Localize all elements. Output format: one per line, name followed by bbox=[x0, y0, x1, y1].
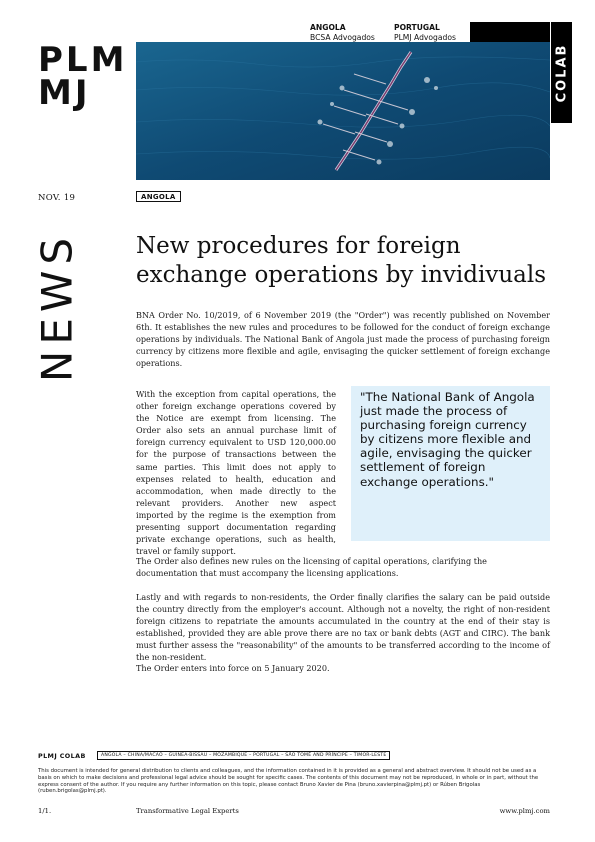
footer-website-link[interactable]: www.plmj.com bbox=[499, 807, 550, 815]
office-firm: BCSA Advogados bbox=[310, 32, 375, 42]
entry-into-force-paragraph: The Order enters into force on 5 January 2020. bbox=[136, 663, 330, 673]
issue-date: NOV. 19 bbox=[38, 193, 76, 203]
footer-tagline: Transformative Legal Experts bbox=[136, 807, 239, 815]
footer-disclaimer: This document is intended for general distribution to clients and colleagues, and the information contained in it is provided as a general and abstract overview. It should not be used as a basis on which to make decisions and professional legal advice should be sought for specific cases. The contents of this document may not be reproduced, in whole or in part, without the express consent of the author. If you require any further information on this topic, please contact Bruno Xavier de Pina (bruno.xavierpina@plmj.pt) or Rúben Brigolas (ruben.brigolas@plmj.pt). bbox=[38, 768, 539, 795]
page-number: 1/1. bbox=[38, 807, 52, 815]
colab-tab bbox=[551, 22, 572, 123]
capital-operations-paragraph: The Order also defines new rules on the licensing of capital operations, clarifying the documentation that must accompany the licensing applications. bbox=[136, 556, 487, 579]
logo-line-2: MJ bbox=[38, 73, 91, 113]
licensing-paragraph: With the exception from capital operations, the other foreign exchange operations covered by the Notice are exempt from licensing. The Order also sets an annual purchase limit of foreign currency equivalent to USD 120,000.00 for the purpose of transactions between the same parties. This limit does not apply to expenses related to health, education and accommodation, when made directly to the relevant providers. Another new aspect imported by the regime is the exemption from presenting support documentation regarding private exchange operations, such as health, travel or family support. bbox=[136, 389, 336, 557]
office-portugal bbox=[394, 23, 456, 42]
article-title: New procedures for foreign exchange operations by invidivuals bbox=[136, 233, 547, 288]
country-tag: ANGOLA bbox=[136, 191, 181, 202]
office-firm: PLMJ Advogados bbox=[394, 32, 456, 42]
office-country: ANGOLA bbox=[310, 23, 346, 32]
logo-line-1: PLM bbox=[38, 40, 128, 80]
plmj-logo bbox=[38, 40, 128, 113]
non-residents-paragraph: Lastly and with regards to non-residents, the Order finally clarifies the salary can be paid outside the country directly from the employer's account. Although not a novelty, the right of non-resident foreign citizens to repatriate the amounts accumulated in the country at the end of their stay is established, provided they are able prove there are no tax or bank debts (AGT and CIRC). The bank must further assess the "reasonability" of the amounts to be transferred according to the income of the non-resident. bbox=[136, 592, 550, 663]
hero-image-rowing-crew bbox=[136, 42, 550, 180]
header-black-bar bbox=[470, 22, 550, 43]
pull-quote: "The National Bank of Angola just made the process of purchasing foreign currency by citizens more flexible and agile, envisaging the quicker settlement of foreign exchange operations." bbox=[351, 386, 550, 541]
footer-offices: ANGOLA – CHINA/MACAO – GUINEA-BISSAU – MOZAMBIQUE – PORTUGAL – SÃO TOMÉ AND PRÍNCIPE – TIMOR-LESTE bbox=[97, 751, 390, 760]
section-label-news: NEWS bbox=[32, 231, 82, 383]
colab-label: COLAB bbox=[554, 43, 569, 102]
hero-illustration bbox=[136, 42, 550, 180]
footer-brand: PLMJ COLAB bbox=[38, 752, 86, 760]
office-angola bbox=[310, 23, 375, 42]
intro-paragraph: BNA Order No. 10/2019, of 6 November 2019 (the "Order") was recently published on November 6th. It establishes the new rules and procedures to be followed for the conduct of foreign exchange operations by individuals. The National Bank of Angola just made the process of purchasing foreign currency by citizens more flexible and agile, envisaging the quicker settlement of foreign exchange operations. bbox=[136, 310, 550, 369]
office-country: PORTUGAL bbox=[394, 23, 440, 32]
